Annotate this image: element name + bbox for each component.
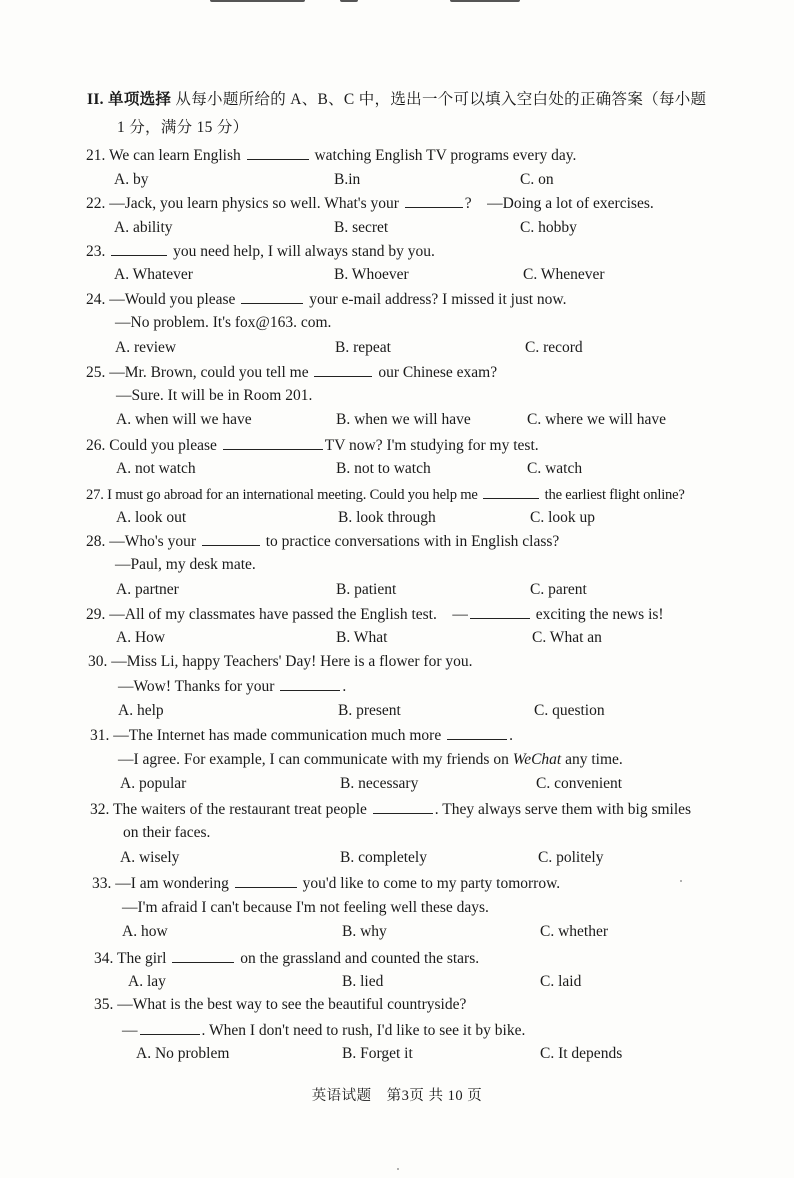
question-29: 29. —All of my classmates have passed the English test. — exciting the news is! bbox=[86, 606, 664, 623]
option-a: A. by bbox=[114, 171, 149, 188]
question-22: 22. —Jack, you learn physics so well. What's your ? —Doing a lot of exercises. bbox=[86, 195, 654, 212]
question-33: 33. —I am wondering you'd like to come to my party tomorrow. bbox=[92, 875, 561, 892]
option-c: C. What an bbox=[532, 629, 602, 646]
question-27: 27. I must go abroad for an international meeting. Could you help me the earliest flight online? bbox=[86, 484, 685, 505]
option-b: B. repeat bbox=[335, 339, 391, 356]
option-b: B. patient bbox=[336, 581, 397, 598]
answer-blank[interactable] bbox=[314, 362, 372, 377]
option-c: C. convenient bbox=[536, 775, 623, 792]
section-instructions-cont: 1 分，满分 15 分） bbox=[117, 119, 249, 136]
section-heading bbox=[87, 90, 706, 110]
question-33-reply: —I'm afraid I can't because I'm not feeling well these days. bbox=[122, 899, 489, 916]
answer-blank[interactable] bbox=[483, 484, 539, 499]
option-b: B. lied bbox=[342, 973, 384, 990]
answer-blank[interactable] bbox=[111, 241, 167, 256]
answer-blank[interactable] bbox=[405, 193, 463, 208]
question-34: 34. The girl on the grassland and counted the stars. bbox=[94, 950, 480, 967]
question-31: 31. —The Internet has made communication much more . bbox=[90, 727, 513, 744]
question-32-cont: on their faces. bbox=[123, 824, 211, 841]
option-a: A. How bbox=[116, 629, 166, 646]
answer-blank[interactable] bbox=[241, 289, 303, 304]
option-a: A. when will we have bbox=[116, 411, 252, 428]
option-b: B. Forget it bbox=[342, 1045, 413, 1062]
option-c: C. on bbox=[520, 171, 554, 188]
option-b: B. not to watch bbox=[336, 460, 431, 477]
section-instructions: 从每小题所给的 A、B、C 中，选出一个可以填入空白处的正确答案（每小题 bbox=[175, 91, 707, 108]
question-24-reply: —No problem. It's fox@163. com. bbox=[115, 314, 332, 331]
answer-blank[interactable] bbox=[202, 531, 260, 546]
answer-blank[interactable] bbox=[447, 725, 507, 740]
option-c: C. It depends bbox=[540, 1045, 623, 1062]
option-c: C. watch bbox=[527, 460, 583, 477]
question-28: 28. —Who's your to practice conversations with in English class? bbox=[86, 533, 560, 550]
option-b: B. why bbox=[342, 923, 387, 940]
answer-blank[interactable] bbox=[235, 873, 297, 888]
speck bbox=[680, 880, 682, 882]
question-21: 21. We can learn English watching English TV programs every day. bbox=[86, 147, 577, 164]
option-c: C. record bbox=[525, 339, 583, 356]
option-c: C. politely bbox=[538, 849, 604, 866]
question-32: 32. The waiters of the restaurant treat people . They always serve them with big smiles bbox=[90, 801, 692, 818]
question-24: 24. —Would you please your e-mail address? I missed it just now. bbox=[86, 291, 567, 308]
option-a: A. No problem bbox=[136, 1045, 230, 1062]
option-a: A. wisely bbox=[120, 849, 180, 866]
option-b: B. when we will have bbox=[336, 411, 471, 428]
answer-blank[interactable] bbox=[247, 145, 309, 160]
answer-blank[interactable] bbox=[373, 799, 433, 814]
option-b: B. necessary bbox=[340, 775, 419, 792]
question-25: 25. —Mr. Brown, could you tell me our Chinese exam? bbox=[86, 364, 498, 381]
question-35: 35. —What is the best way to see the beautiful countryside? bbox=[94, 996, 467, 1013]
page-footer: 英语试题 第3页 共 10 页 bbox=[311, 1088, 483, 1104]
option-c: C. parent bbox=[530, 581, 587, 598]
option-a: A. popular bbox=[120, 775, 187, 792]
question-28-reply: —Paul, my desk mate. bbox=[115, 556, 256, 573]
option-b: B. What bbox=[336, 629, 388, 646]
question-30: 30. —Miss Li, happy Teachers' Day! Here is a flower for you. bbox=[88, 653, 473, 670]
option-c: C. where we will have bbox=[527, 411, 667, 428]
option-a: A. ability bbox=[114, 219, 173, 236]
option-c: C. Whenever bbox=[523, 266, 605, 283]
question-31-reply: —I agree. For example, I can communicate with my friends on WeChat any time. bbox=[118, 751, 623, 768]
answer-blank[interactable] bbox=[280, 676, 340, 691]
answer-blank[interactable] bbox=[223, 435, 323, 450]
option-c: C. whether bbox=[540, 923, 609, 940]
answer-blank[interactable] bbox=[172, 948, 234, 963]
option-b: B. completely bbox=[340, 849, 427, 866]
option-b: B. secret bbox=[334, 219, 389, 236]
option-a: A. Whatever bbox=[114, 266, 193, 283]
section-title: 单项选择 bbox=[108, 91, 172, 108]
option-c: C. look up bbox=[530, 509, 596, 526]
option-a: A. partner bbox=[116, 581, 179, 598]
question-30-reply: —Wow! Thanks for your . bbox=[118, 678, 347, 695]
option-b: B. look through bbox=[338, 509, 436, 526]
question-25-reply: —Sure. It will be in Room 201. bbox=[116, 387, 313, 404]
answer-blank[interactable] bbox=[140, 1020, 200, 1035]
question-26: 26. Could you please TV now? I'm studying for my test. bbox=[86, 437, 539, 454]
speck bbox=[397, 1168, 399, 1170]
question-23: 23. you need help, I will always stand by you. bbox=[86, 243, 435, 260]
answer-blank[interactable] bbox=[470, 604, 530, 619]
option-a: A. lay bbox=[128, 973, 166, 990]
option-a: A. help bbox=[118, 702, 164, 719]
option-c: C. hobby bbox=[520, 219, 577, 236]
question-35-reply: — . When I don't need to rush, I'd like to see it by bike. bbox=[122, 1022, 526, 1039]
section-number: II. bbox=[87, 91, 104, 108]
option-a: A. look out bbox=[116, 509, 187, 526]
option-c: C. question bbox=[534, 702, 605, 719]
option-a: A. review bbox=[115, 339, 177, 356]
option-b: B. Whoever bbox=[334, 266, 409, 283]
option-b: B.in bbox=[334, 171, 361, 188]
option-c: C. laid bbox=[540, 973, 582, 990]
option-b: B. present bbox=[338, 702, 401, 719]
option-a: A. how bbox=[122, 923, 168, 940]
top-edge-print bbox=[210, 0, 540, 4]
option-a: A. not watch bbox=[116, 460, 196, 477]
